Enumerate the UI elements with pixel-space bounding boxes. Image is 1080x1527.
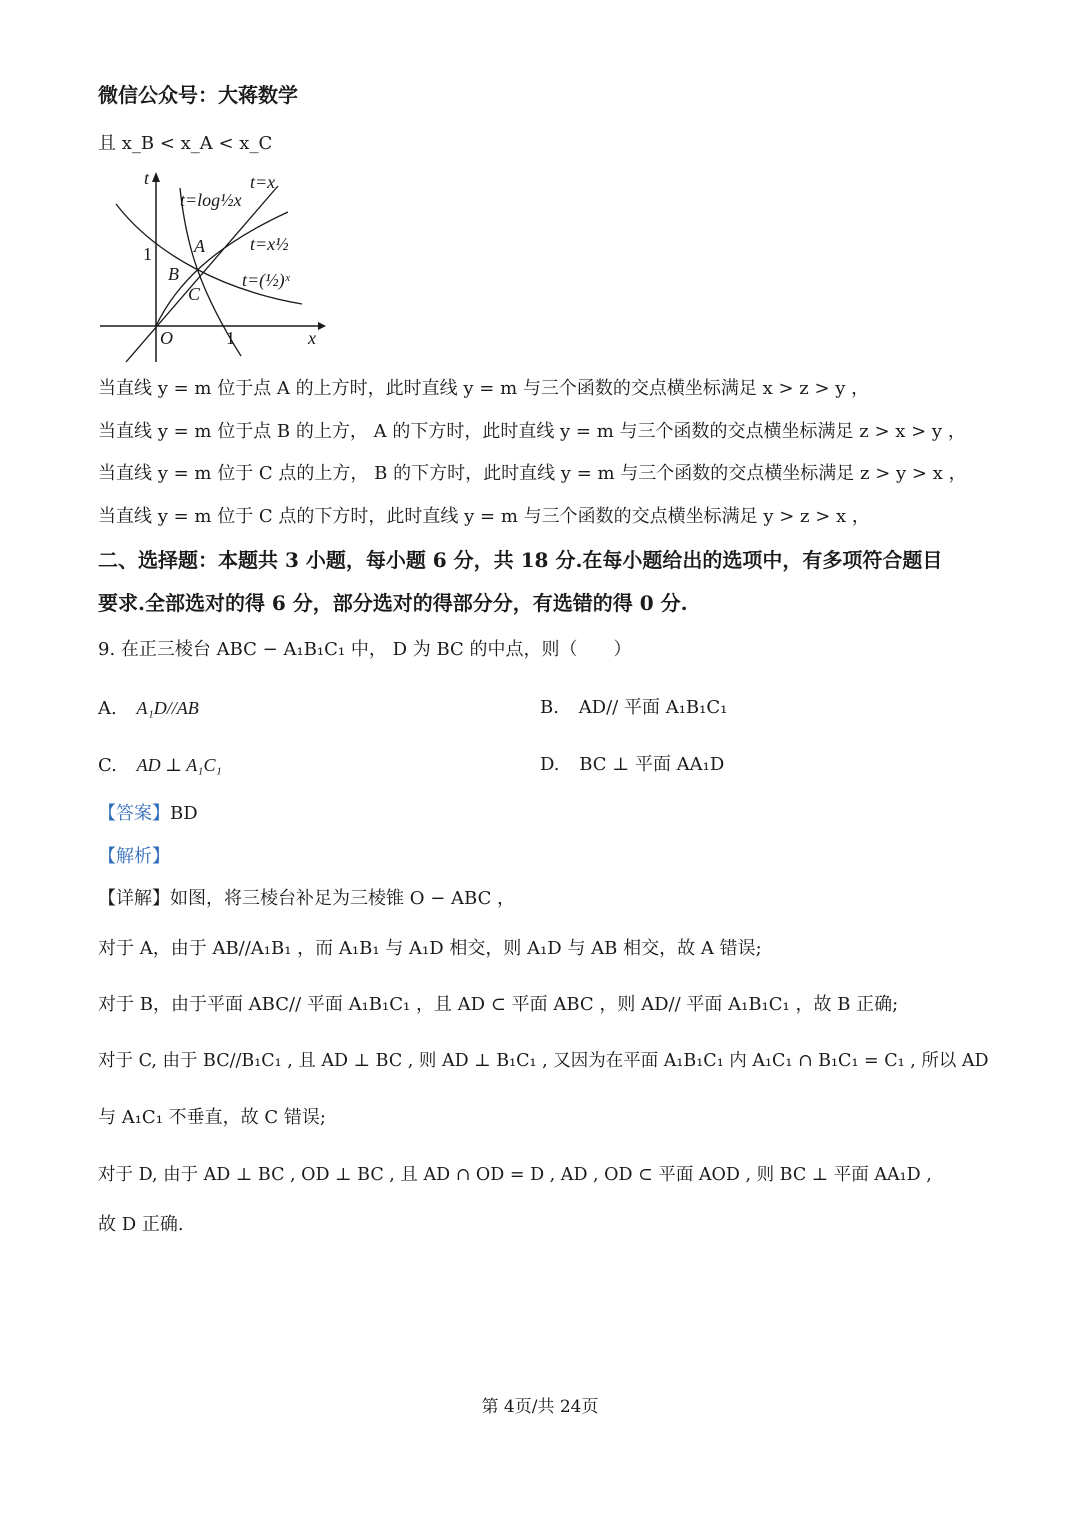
detail-option-b: 对于 B，由于平面 ABC// 平面 A₁B₁C₁ ，且 AD ⊂ 平面 ABC ，则 AD// 平面 A₁B₁C₁ ，故 B 正确; [98, 994, 899, 1015]
section-heading-line-2: 要求.全部选对的得 6 分，部分选对的得部分分，有选错的得 0 分. [98, 591, 688, 615]
curve-log-label: t=log½x [180, 190, 242, 210]
detail-tag: 【详解】 [98, 888, 170, 909]
option-d [540, 753, 724, 777]
axis-t-label: t [144, 168, 150, 188]
page-footer: 第 4页/共 24页 [481, 1397, 599, 1417]
option-c-letter: C. [98, 755, 117, 776]
detail-option-c-line-1: 对于 C, 由于 BC//B₁C₁ , 且 AD ⊥ BC , 则 AD ⊥ B₁C₁ , 又因为在平面 A₁B₁C₁ 内 A₁C₁ ∩ B₁C₁ = C₁ , 所以 AD [98, 1051, 989, 1071]
detail-option-a: 对于 A，由于 AB//A₁B₁ ，而 A₁B₁ 与 A₁D 相交，则 A₁D 与 AB 相交，故 A 错误; [98, 938, 762, 959]
option-b-letter: B. [540, 697, 559, 718]
case-line-3: 当直线 y = m 位于 C 点的上方， B 的下方时，此时直线 y = m 与三个函数的交点横坐标满足 z > y > x ， [98, 463, 967, 484]
point-a-label: A [194, 236, 205, 256]
option-d-letter: D. [540, 754, 560, 775]
origin-label: O [160, 328, 173, 348]
option-a-text: A₁D//AB [136, 698, 199, 718]
tick-one-x: 1 [226, 328, 235, 348]
point-c-label: C [188, 284, 201, 304]
option-a-letter: A. [98, 698, 117, 719]
section-heading-line-1: 二、选择题：本题共 3 小题，每小题 6 分，共 18 分.在每小题给出的选项中，有多项符合题目 [98, 548, 943, 572]
analysis-tag: 【解析】 [98, 846, 170, 867]
option-c [98, 753, 222, 778]
point-b-label: B [168, 264, 179, 284]
curve-linear-label: t=x [250, 172, 276, 192]
answer-line [98, 802, 198, 826]
wechat-header: 微信公众号：大蒋数学 [98, 83, 298, 107]
option-d-text: BC ⊥ 平面 AA₁D [579, 754, 725, 775]
detail-option-d-line-2: 故 D 正确. [98, 1214, 184, 1235]
case-line-4: 当直线 y = m 位于 C 点的下方时，此时直线 y = m 与三个函数的交点横坐标满足 y > z > x ， [98, 506, 870, 527]
axis-x-label: x [308, 328, 316, 348]
answer-tag: 【答案】 [98, 803, 170, 824]
curve-exp-label: t=(½)ˣ [242, 270, 290, 290]
case-line-2: 当直线 y = m 位于点 B 的上方， A 的下方时，此时直线 y = m 与三个函数的交点横坐标满足 z > x > y ， [98, 421, 966, 442]
tick-one-y: 1 [143, 244, 152, 264]
detail-intro: 如图，将三棱台补足为三棱锥 O − ABC ， [170, 888, 516, 909]
intro-condition: 且 x_B < x_A < x_C [98, 133, 273, 154]
x-axis-arrow [318, 322, 326, 330]
case-line-1: 当直线 y = m 位于点 A 的上方时，此时直线 y = m 与三个函数的交点横坐标满足 x > z > y ， [98, 378, 870, 399]
question-stem: 9. 在正三棱台 ABC − A₁B₁C₁ 中， D 为 BC 的中点，则（ ） [98, 639, 632, 660]
option-b [540, 696, 727, 720]
curve-sqrt-label: t=x½ [250, 234, 289, 254]
option-b-text: AD// 平面 A₁B₁C₁ [578, 697, 728, 718]
detail-option-c-line-2: 与 A₁C₁ 不垂直，故 C 错误; [98, 1107, 326, 1128]
detail-option-d-line-1: 对于 D, 由于 AD ⊥ BC , OD ⊥ BC , 且 AD ∩ OD = D , AD , OD ⊂ 平面 AOD , 则 BC ⊥ 平面 AA₁D , [98, 1165, 932, 1185]
detail-intro-line [98, 887, 515, 911]
option-a [98, 696, 199, 721]
answer-value: BD [170, 803, 198, 824]
option-c-text: AD ⊥ A₁C₁ [136, 755, 222, 775]
function-graph [96, 166, 326, 366]
t-axis-arrow [152, 172, 160, 182]
